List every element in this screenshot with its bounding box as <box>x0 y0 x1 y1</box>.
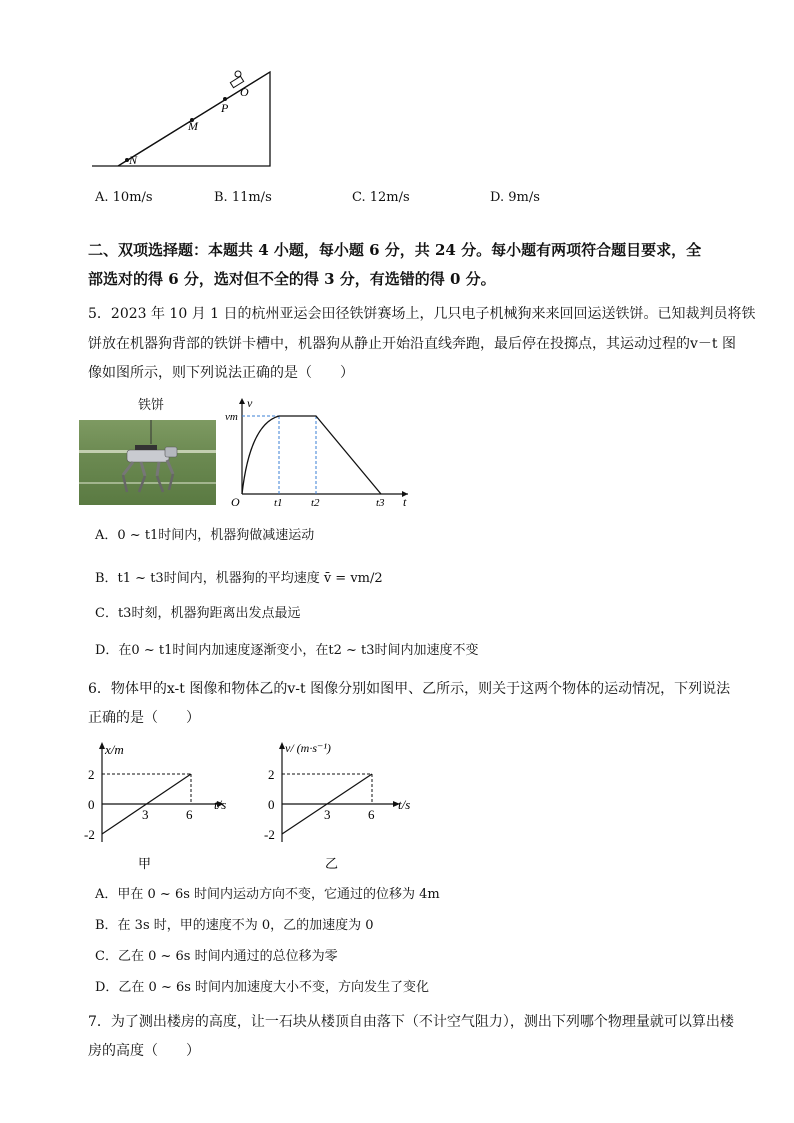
axis-t: t <box>403 495 407 509</box>
jia-tick-x-3: 3 <box>142 807 149 822</box>
q6-option-c: C．乙在 0 ~ 6s 时间内通过的总位移为零 <box>95 949 338 964</box>
yi-caption: 乙 <box>325 856 339 871</box>
q6-option-d: D．乙在 0 ~ 6s 时间内加速度大小不变，方向发生了变化 <box>95 980 430 995</box>
jia-tick-x-6: 6 <box>186 807 193 822</box>
q6-option-a: A．甲在 0 ~ 6s 时间内运动方向不变，它通过的位移为 4m <box>95 887 440 902</box>
q5-option-b: B．t1 ~ t3时间内，机器狗的平均速度 v̄ = vm/2 <box>95 571 383 586</box>
q7-line1: 7．为了测出楼房的高度，让一石块从楼顶自由落下（不计空气阻力），测出下列哪个物理量就可以算出楼 <box>88 1014 734 1030</box>
q5-option-a: A．0 ~ t1时间内，机器狗做减速运动 <box>95 528 315 543</box>
q4-option-b: B. 11m/s <box>214 190 272 205</box>
label-t3: t3 <box>376 497 385 509</box>
jia-tick-y-2: 2 <box>88 767 95 782</box>
yi-xlabel: t/s <box>398 797 411 812</box>
q5-line2: 饼放在机器狗背部的铁饼卡槽中，机器狗从静止开始沿直线奔跑，最后停在投掷点，其运动过程的v－t 图 <box>88 336 736 352</box>
axis-v: v <box>247 396 253 410</box>
label-vm: vm <box>225 411 238 423</box>
label-t2: t2 <box>311 497 320 509</box>
yi-tick-y-2: 2 <box>268 767 275 782</box>
q5-line3: 像如图所示，则下列说法正确的是（ ） <box>88 365 354 381</box>
jia-tick-y-neg2: -2 <box>84 827 95 842</box>
label-origin: O <box>231 495 240 509</box>
incline-figure <box>88 66 278 170</box>
q4-option-a: A. 10m/s <box>95 190 153 205</box>
label-n: N <box>129 153 138 167</box>
photo-label: 铁饼 <box>138 398 165 413</box>
section2-line1: 二、双项选择题：本题共 4 小题，每小题 6 分，共 24 分。每小题有两项符合题目要求，全 <box>88 241 702 259</box>
yi-tick-y-0: 0 <box>268 797 275 812</box>
q6-line1: 6．物体甲的x-t 图像和物体乙的v-t 图像分别如图甲、乙所示，则关于这两个物体的运动情况，下列说法 <box>88 681 731 697</box>
q7-line2: 房的高度（ ） <box>88 1043 200 1059</box>
yi-tick-y-neg2: -2 <box>264 827 275 842</box>
jia-tick-y-0: 0 <box>88 797 95 812</box>
label-t1: t1 <box>274 497 283 509</box>
q5-option-c: C．t3时刻，机器狗距离出发点最远 <box>95 606 301 621</box>
vt-graph-q5 <box>222 394 418 510</box>
yi-tick-x-3: 3 <box>324 807 331 822</box>
label-o: O <box>240 85 249 99</box>
label-p: P <box>221 101 229 115</box>
q5-line1: 5．2023 年 10 月 1 日的杭州亚运会田径铁饼赛场上，几只电子机械狗来来回回运送铁饼。已知裁判员将铁 <box>88 306 756 322</box>
label-m: M <box>188 119 198 133</box>
graph-yi <box>262 738 432 874</box>
q5-option-d: D．在0 ~ t1时间内加速度逐渐变小，在t2 ~ t3时间内加速度不变 <box>95 643 479 658</box>
graph-jia <box>82 738 242 874</box>
q6-option-b: B．在 3s 时，甲的速度不为 0，乙的加速度为 0 <box>95 918 374 933</box>
yi-ylabel: v/ (m·s⁻¹) <box>285 741 331 755</box>
q4-option-d: D. 9m/s <box>490 190 540 205</box>
robot-dog-photo <box>79 420 216 505</box>
section2-line2: 部选对的得 6 分，选对但不全的得 3 分，有选错的得 0 分。 <box>88 270 496 288</box>
jia-caption: 甲 <box>138 856 152 871</box>
jia-ylabel: x/m <box>105 742 124 757</box>
jia-xlabel: t/s <box>214 797 227 812</box>
yi-tick-x-6: 6 <box>368 807 375 822</box>
q6-line2: 正确的是（ ） <box>88 710 200 726</box>
q4-option-c: C. 12m/s <box>352 190 410 205</box>
